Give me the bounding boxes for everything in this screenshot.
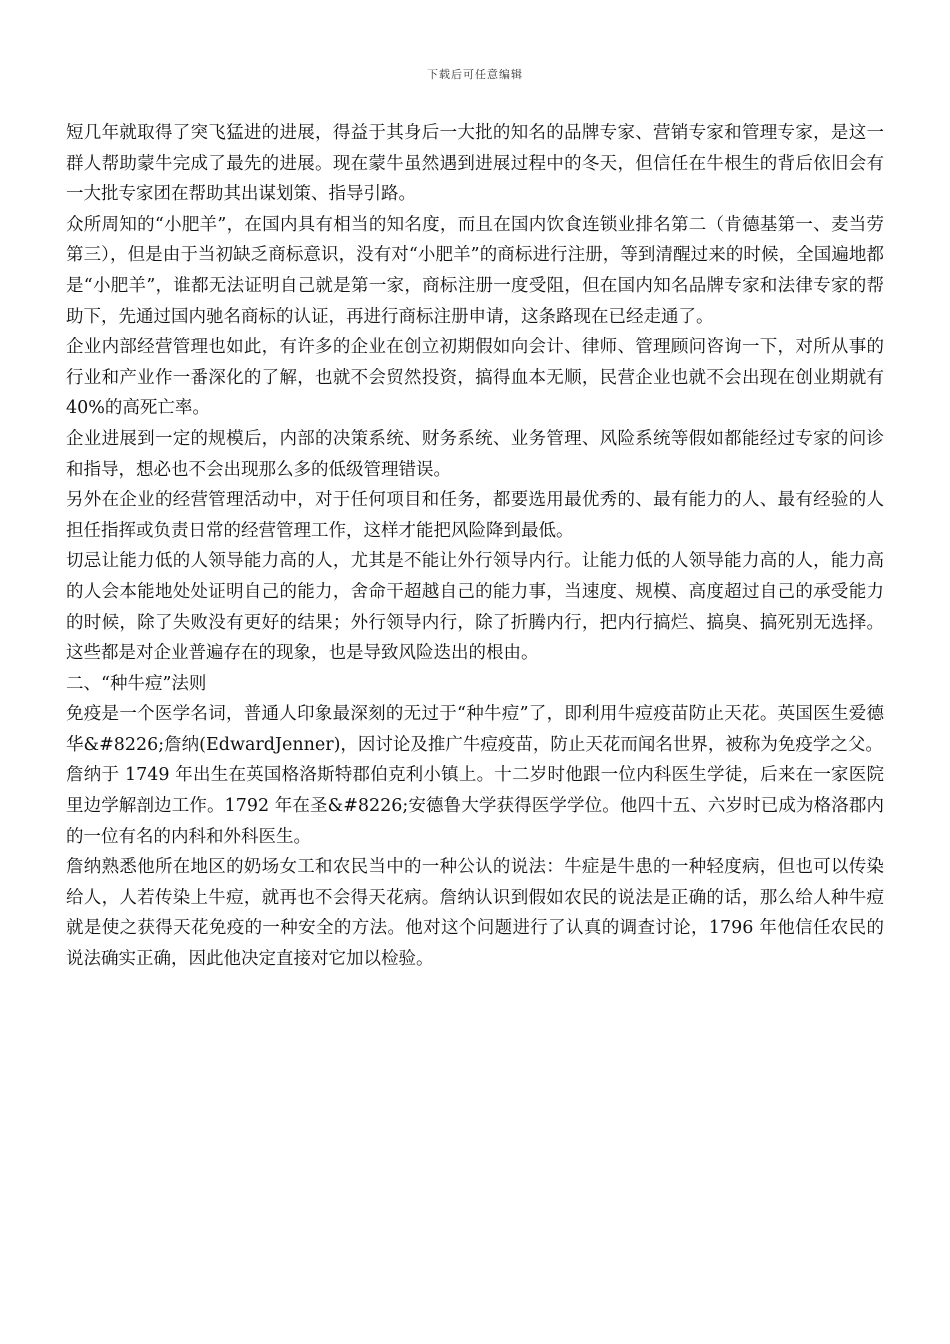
page-header: 下载后可任意编辑: [427, 68, 523, 81]
document-body: [66, 118, 884, 975]
paragraph: 企业内部经营管理也如此，有许多的企业在创立初期假如向会计、律师、管理顾问咨询一下，对所从事的行业和产业作一番深化的了解，也就不会贸然投资，搞得血本无顺，民营企业也就不会出现在创业期就有 40%的高死亡率。: [66, 337, 884, 419]
paragraph: 免疫是一个医学名词，普通人印象最深刻的无过于“种牛痘”了，即利用牛痘疫苗防止天花。英国医生爱德华&#8226;詹纳(EdwardJenner)，因讨论及推广牛痘疫苗，防止天花而闻名世界，被称为免疫学之父。: [66, 704, 884, 755]
paragraph: 切忌让能力低的人领导能力高的人，尤其是不能让外行领导内行。让能力低的人领导能力高的人，能力高的人会本能地处处证明自己的能力，舍命干超越自己的能力事，当速度、规模、高度超过自己的承受能力的时候，除了失败没有更好的结果；外行领导内行，除了折腾内行，把内行搞烂、搞臭、搞死别无选择。这些都是对企业普遍存在的现象，也是导致风险迭出的根由。: [66, 551, 884, 664]
paragraph: 企业进展到一定的规模后，内部的决策系统、财务系统、业务管理、风险系统等假如都能经过专家的问诊和指导，想必也不会出现那么多的低级管理错误。: [66, 428, 884, 480]
paragraph: 詹纳熟悉他所在地区的奶场女工和农民当中的一种公认的说法：牛症是牛患的一种轻度病，但也可以传染给人，人若传染上牛痘，就再也不会得天花病。詹纳认识到假如农民的说法是正确的话，那么给人种牛痘就是使之获得天花免疫的一种安全的方法。他对这个问题进行了认真的调查讨论，1796 年他信任农民的说法确实正确，因此他决定直接对它加以检验。: [66, 857, 884, 970]
section-heading: 二、“种牛痘”法则: [66, 673, 207, 694]
paragraph: 短几年就取得了突飞猛进的进展，得益于其身后一大批的知名的品牌专家、营销专家和管理专家，是这一群人帮助蒙牛完成了最先的进展。现在蒙牛虽然遇到进展过程中的冬天，但信任在牛根生的背后依旧会有一大批专家团在帮助其出谋划策、指导引路。: [66, 123, 884, 205]
paragraph: 众所周知的“小肥羊”，在国内具有相当的知名度，而且在国内饮食连锁业排名第二（肯德基第一、麦当劳第三），但是由于当初缺乏商标意识，没有对“小肥羊”的商标进行注册，等到清醒过来的时候，全国遍地都是“小肥羊”，谁都无法证明自己就是第一家，商标注册一度受阻，但在国内知名品牌专家和法律专家的帮助下，先通过国内驰名商标的认证，再进行商标注册申请，这条路现在已经走通了。: [66, 214, 884, 327]
paragraph: 另外在企业的经营管理活动中，对于任何项目和任务，都要选用最优秀的、最有能力的人、最有经验的人担任指挥或负责日常的经营管理工作，这样才能把风险降到最低。: [66, 490, 884, 541]
paragraph: 詹纳于 1749 年出生在英国格洛斯特郡伯克利小镇上。十二岁时他跟一位内科医生学徒，后来在一家医院里边学解剖边工作。1792 年在圣&#8226;安德鲁大学获得医学学位。他四十五、六岁时已成为格洛郡内的一位有名的内科和外科医生。: [66, 765, 884, 847]
